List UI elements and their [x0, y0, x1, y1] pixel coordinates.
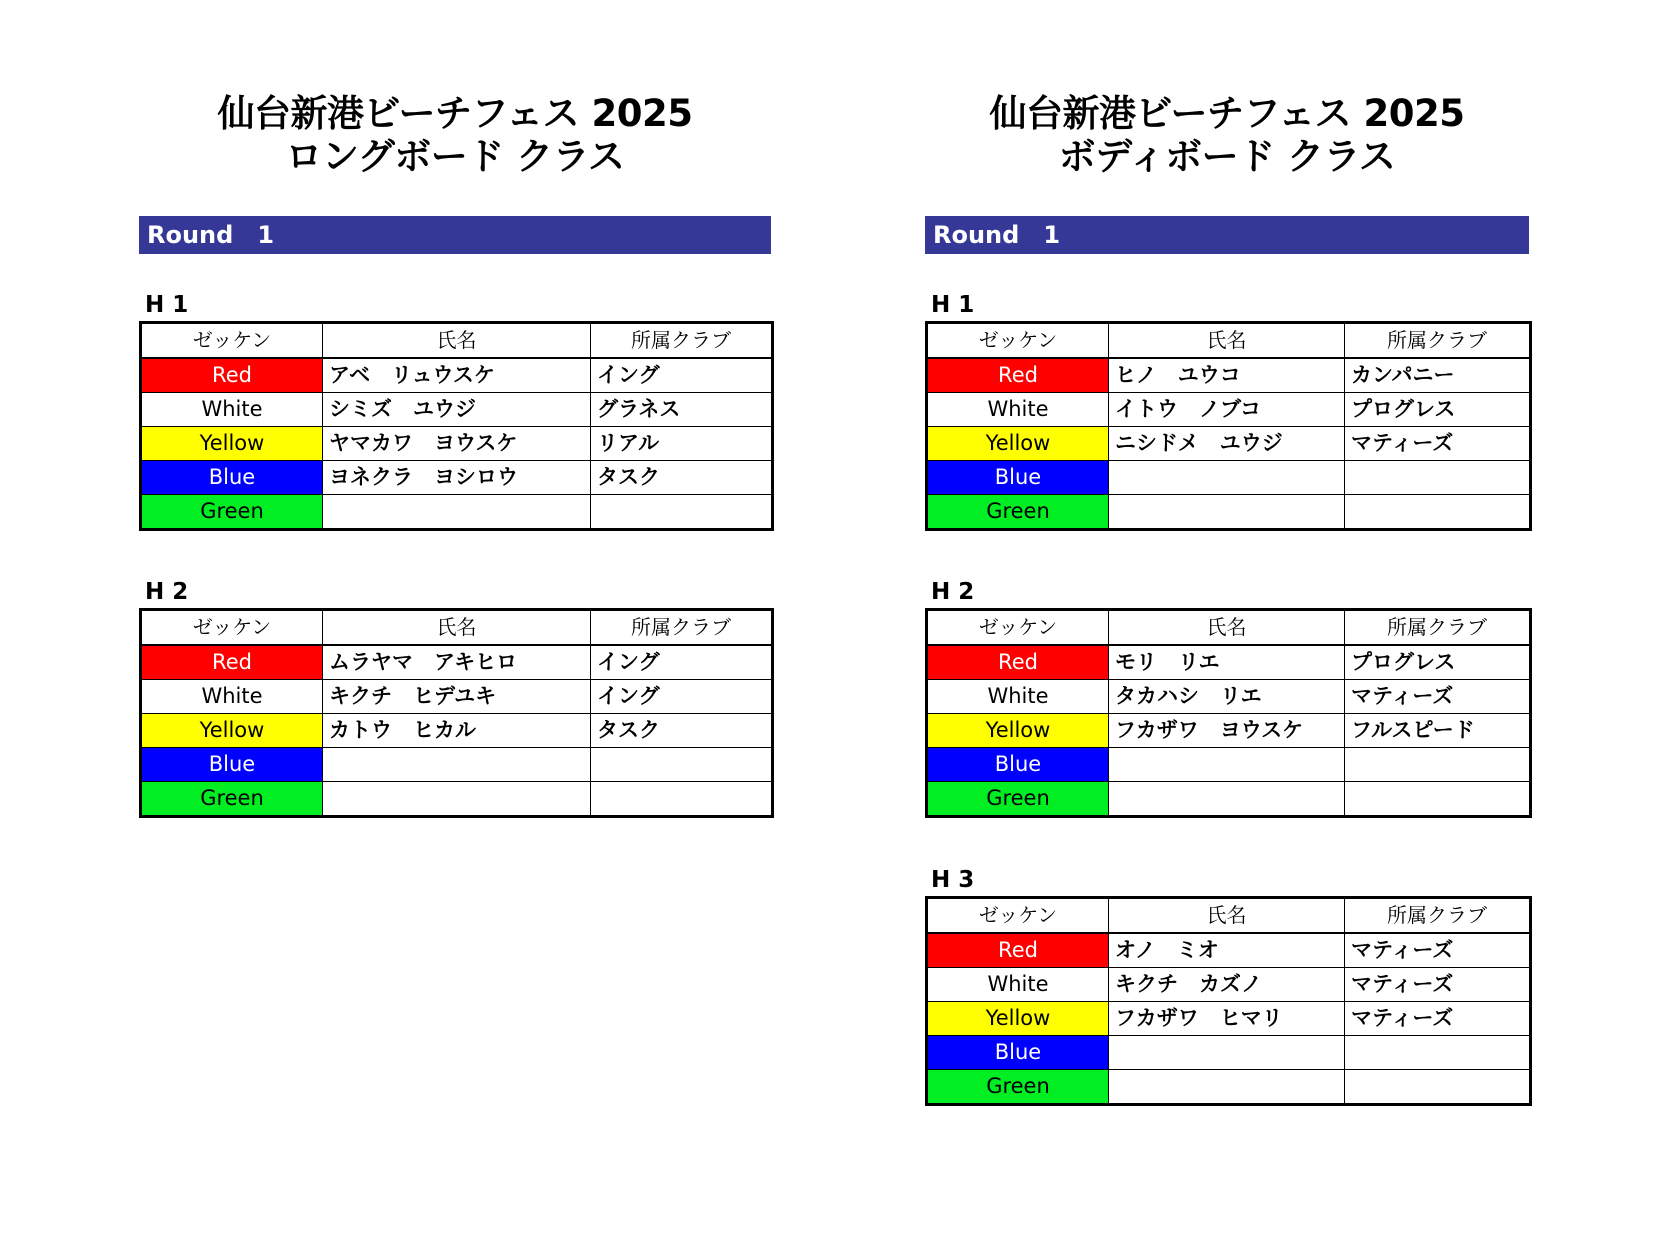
surfer-name: キクチ カズノ [1109, 968, 1345, 1002]
table-row [927, 748, 1531, 782]
bib-cell: Blue [927, 1036, 1109, 1070]
surfer-name: ヒノ ユウコ [1109, 358, 1345, 393]
bib-cell: Red [927, 933, 1109, 968]
class-title: ボディボード クラス [1058, 135, 1396, 178]
table-header-row [927, 610, 1531, 646]
surfer-name: アベ リュウスケ [323, 358, 591, 393]
surfer-name: オノ ミオ [1109, 933, 1345, 968]
club-name [1345, 782, 1531, 817]
table-row [927, 933, 1531, 968]
class-title: ロングボード クラス [285, 135, 625, 178]
surfer-name [1109, 495, 1345, 530]
surfer-name [323, 495, 591, 530]
table-row [141, 393, 773, 427]
bib-cell: Green [927, 1070, 1109, 1105]
surfer-name [1109, 1070, 1345, 1105]
club-name: グラネス [591, 393, 773, 427]
surfer-name [323, 748, 591, 782]
table-row [927, 680, 1531, 714]
table-row [927, 714, 1531, 748]
bib-cell: Yellow [927, 1002, 1109, 1036]
club-name: マティーズ [1345, 968, 1531, 1002]
table-header-row [927, 323, 1531, 359]
club-name: マティーズ [1345, 680, 1531, 714]
club-name: フルスピード [1345, 714, 1531, 748]
club-name: タスク [591, 714, 773, 748]
surfer-name: タカハシ リエ [1109, 680, 1345, 714]
bib-cell: Green [141, 495, 323, 530]
table-row [927, 968, 1531, 1002]
club-name: プログレス [1345, 393, 1531, 427]
heat-label: H 1 [145, 292, 189, 318]
surfer-name: イトウ ノブコ [1109, 393, 1345, 427]
club-name: イング [591, 680, 773, 714]
club-name [1345, 461, 1531, 495]
surfer-name: モリ リエ [1109, 645, 1345, 680]
heat-table [925, 896, 1532, 1106]
club-header: 所属クラブ [1345, 610, 1531, 646]
surfer-name [1109, 782, 1345, 817]
table-header-row [141, 323, 773, 359]
club-name [591, 782, 773, 817]
bib-cell: Red [141, 645, 323, 680]
table-header-row [141, 610, 773, 646]
surfer-name: ヨネクラ ヨシロウ [323, 461, 591, 495]
table-row [141, 782, 773, 817]
bib-header: ゼッケン [927, 898, 1109, 934]
table-row [927, 495, 1531, 530]
bib-cell: White [927, 680, 1109, 714]
club-name: カンパニー [1345, 358, 1531, 393]
bib-cell: Yellow [927, 427, 1109, 461]
bodyboard-title [925, 92, 1529, 178]
bib-cell: White [141, 393, 323, 427]
table-row [141, 461, 773, 495]
club-header: 所属クラブ [1345, 898, 1531, 934]
surfer-name: ヤマカワ ヨウスケ [323, 427, 591, 461]
bib-cell: Blue [927, 461, 1109, 495]
table-row [927, 1070, 1531, 1105]
table-row [141, 714, 773, 748]
club-header: 所属クラブ [1345, 323, 1531, 359]
bib-cell: Red [927, 645, 1109, 680]
bib-cell: Yellow [927, 714, 1109, 748]
heat-table [139, 321, 774, 531]
bib-cell: Red [927, 358, 1109, 393]
bib-header: ゼッケン [927, 323, 1109, 359]
club-name [591, 748, 773, 782]
bib-cell: Red [141, 358, 323, 393]
club-name: イング [591, 645, 773, 680]
name-header: 氏名 [1109, 610, 1345, 646]
table-row [141, 495, 773, 530]
surfer-name [323, 782, 591, 817]
bib-header: ゼッケン [141, 610, 323, 646]
heat-table [925, 608, 1532, 818]
table-header-row [927, 898, 1531, 934]
longboard-title [139, 92, 771, 178]
bib-cell: Green [927, 495, 1109, 530]
heat-label: H 3 [931, 867, 975, 893]
club-name: マティーズ [1345, 1002, 1531, 1036]
surfer-name [1109, 461, 1345, 495]
table-row [927, 358, 1531, 393]
club-name: プログレス [1345, 645, 1531, 680]
club-header: 所属クラブ [591, 610, 773, 646]
bib-cell: White [927, 393, 1109, 427]
surfer-name [1109, 748, 1345, 782]
round-header: Round 1 [139, 216, 771, 254]
heat-label: H 2 [145, 579, 189, 605]
name-header: 氏名 [1109, 323, 1345, 359]
event-title: 仙台新港ビーチフェス 2025 [989, 92, 1465, 135]
name-header: 氏名 [323, 323, 591, 359]
surfer-name: シミズ ユウジ [323, 393, 591, 427]
heat-label: H 2 [931, 579, 975, 605]
surfer-name: キクチ ヒデユキ [323, 680, 591, 714]
bib-cell: Yellow [141, 427, 323, 461]
surfer-name [1109, 1036, 1345, 1070]
surfer-name: フカザワ ヨウスケ [1109, 714, 1345, 748]
surfer-name: カトウ ヒカル [323, 714, 591, 748]
club-name [1345, 1036, 1531, 1070]
bib-cell: White [927, 968, 1109, 1002]
bib-cell: Green [141, 782, 323, 817]
bib-cell: White [141, 680, 323, 714]
heat-label: H 1 [931, 292, 975, 318]
table-row [141, 358, 773, 393]
table-row [927, 461, 1531, 495]
club-name: マティーズ [1345, 933, 1531, 968]
surfer-name: ムラヤマ アキヒロ [323, 645, 591, 680]
club-name: イング [591, 358, 773, 393]
table-row [927, 427, 1531, 461]
club-name: マティーズ [1345, 427, 1531, 461]
heat-table [139, 608, 774, 818]
club-header: 所属クラブ [591, 323, 773, 359]
bib-header: ゼッケン [927, 610, 1109, 646]
surfer-name: フカザワ ヒマリ [1109, 1002, 1345, 1036]
surfer-name: ニシドメ ユウジ [1109, 427, 1345, 461]
bib-cell: Blue [141, 748, 323, 782]
bib-cell: Blue [927, 748, 1109, 782]
name-header: 氏名 [323, 610, 591, 646]
bib-header: ゼッケン [141, 323, 323, 359]
bib-cell: Blue [141, 461, 323, 495]
table-row [927, 1002, 1531, 1036]
table-row [141, 680, 773, 714]
table-row [141, 748, 773, 782]
club-name [1345, 495, 1531, 530]
round-header: Round 1 [925, 216, 1529, 254]
table-row [927, 782, 1531, 817]
club-name [1345, 1070, 1531, 1105]
club-name: タスク [591, 461, 773, 495]
table-row [927, 645, 1531, 680]
table-row [927, 1036, 1531, 1070]
table-row [927, 393, 1531, 427]
table-row [141, 427, 773, 461]
heat-table [925, 321, 1532, 531]
club-name [1345, 748, 1531, 782]
club-name [591, 495, 773, 530]
name-header: 氏名 [1109, 898, 1345, 934]
bib-cell: Green [927, 782, 1109, 817]
club-name: リアル [591, 427, 773, 461]
bib-cell: Yellow [141, 714, 323, 748]
event-title: 仙台新港ビーチフェス 2025 [217, 92, 693, 135]
table-row [141, 645, 773, 680]
